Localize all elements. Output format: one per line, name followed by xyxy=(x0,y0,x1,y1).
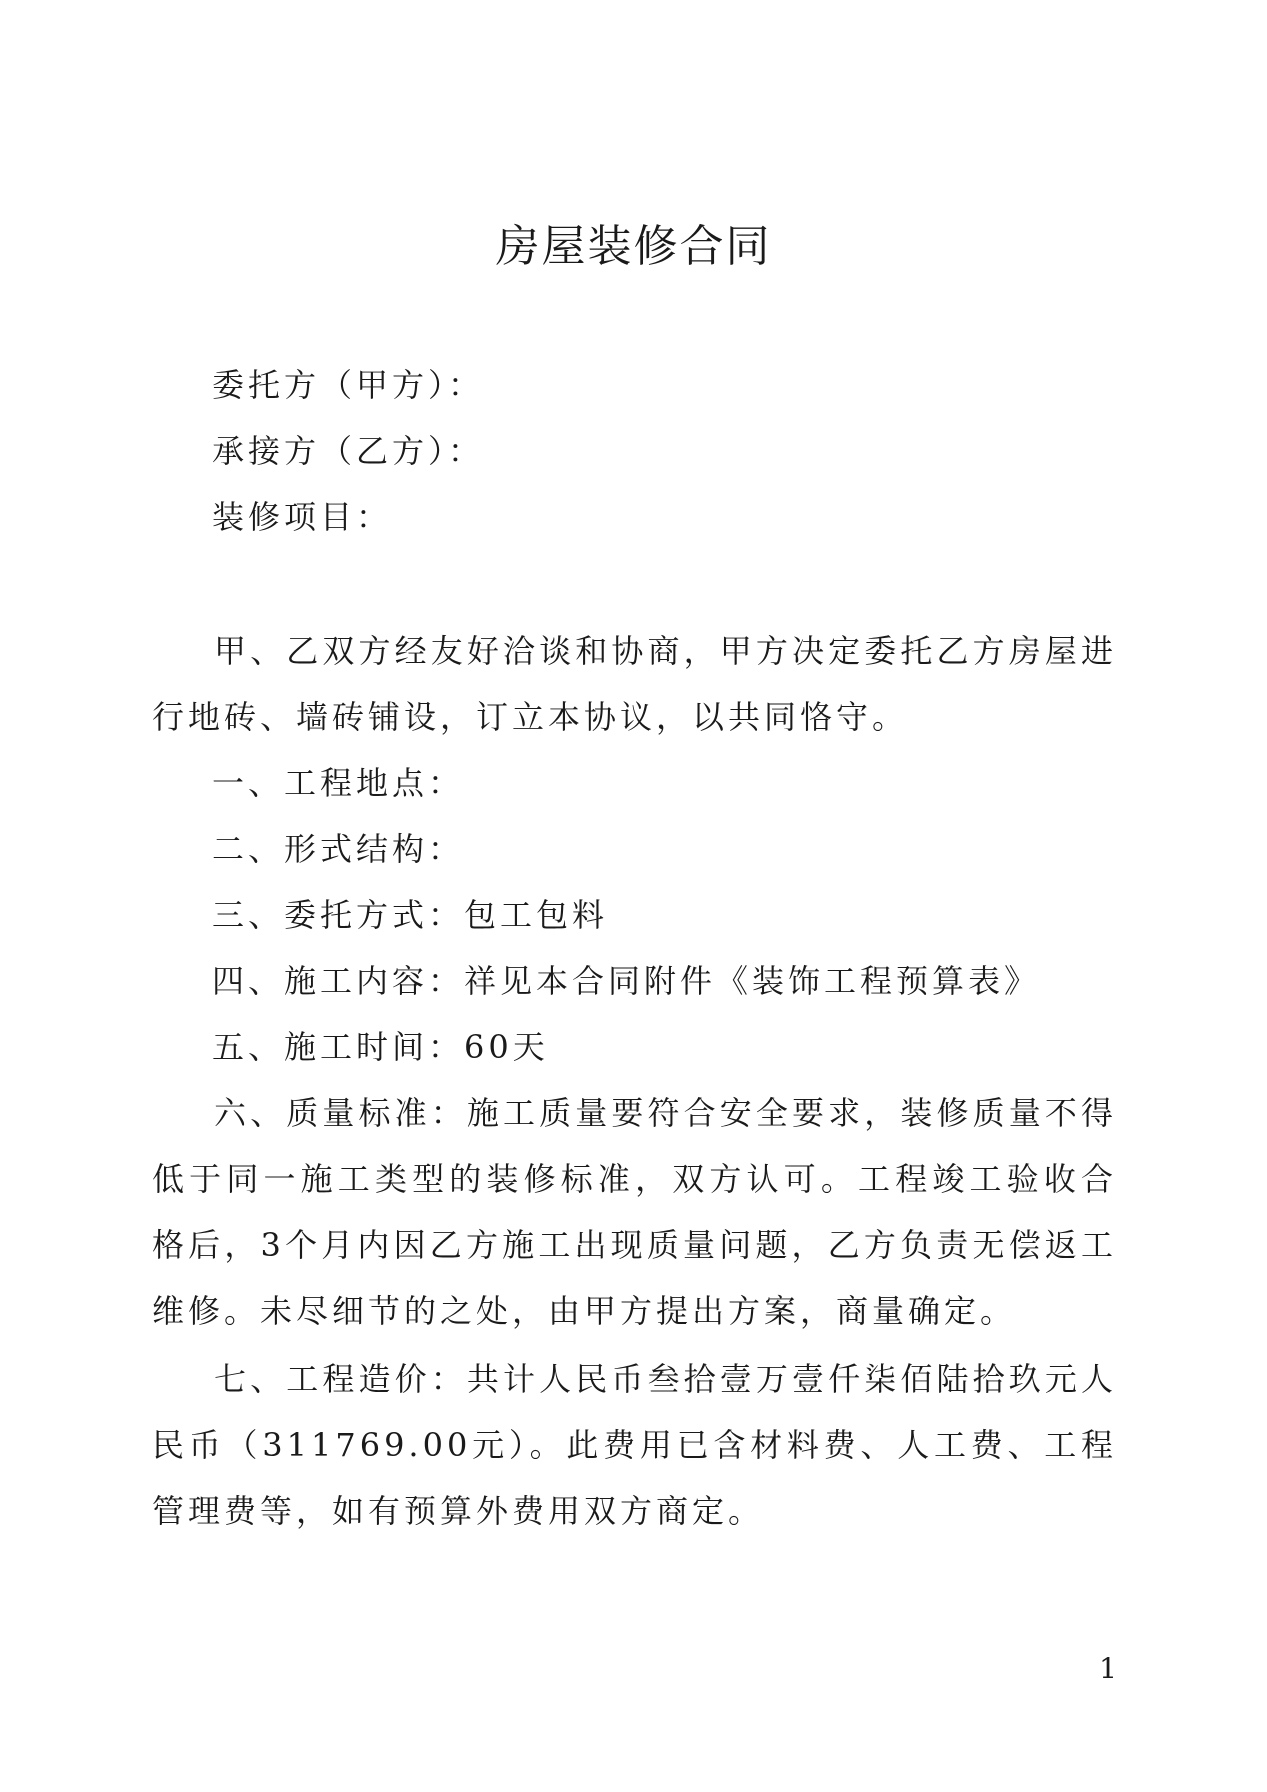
clause-1: 一、工程地点： xyxy=(212,764,465,802)
clause-6: 六、质量标准：施工质量要符合安全要求，装修质量不得低于同一施工类型的装修标准，双方认可。工程竣工验收合格后，3个月内因乙方施工出现质量问题，乙方负责无偿返工维修。未尽细节的之处，由甲方提出方案，商量确定。 xyxy=(152,1094,1117,1330)
intro-paragraph: 甲、乙双方经友好洽谈和协商，甲方决定委托乙方房屋进行地砖、墙砖铺设，订立本协议，以共同恪守。 xyxy=(152,632,1117,736)
clause-2: 二、形式结构： xyxy=(212,830,465,868)
party-a-line: 委托方（甲方）： xyxy=(212,366,485,404)
document-title: 房屋装修合同 xyxy=(495,221,772,272)
clause-5: 五、施工时间：60天 xyxy=(212,1028,549,1066)
clause-3: 三、委托方式：包工包料 xyxy=(212,896,609,934)
clause-7: 七、工程造价：共计人民币叁拾壹万壹仟柒佰陆拾玖元人民币（311769.00元）。此费用已含材料费、人工费、工程管理费等，如有预算外费用双方商定。 xyxy=(152,1360,1117,1530)
project-line: 装修项目： xyxy=(212,498,393,536)
clause-4: 四、施工内容：祥见本合同附件《装饰工程预算表》 xyxy=(212,962,1041,1000)
page-number: 1 xyxy=(1099,1652,1117,1685)
party-b-line: 承接方（乙方）： xyxy=(212,432,485,470)
